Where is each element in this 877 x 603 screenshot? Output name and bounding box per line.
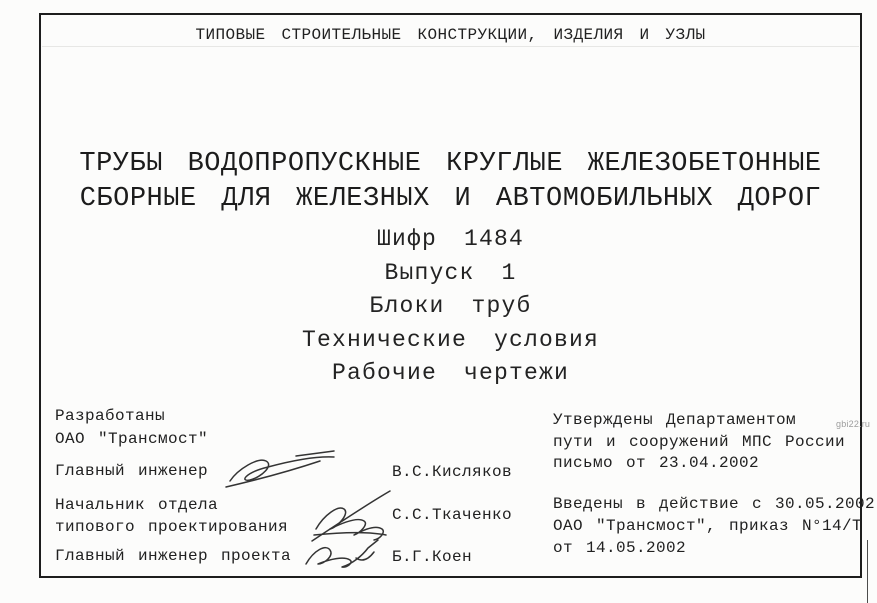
site-watermark: gbi22.ru [836, 419, 871, 429]
header-separator-rule [42, 46, 859, 47]
chief-engineer-role: Главный инженер [55, 462, 209, 480]
chief-engineer-name: В.С.Кисляков [392, 463, 513, 481]
developed-by-label: Разработаны [55, 407, 166, 425]
enactment-line3: от 14.05.2002 [553, 539, 687, 557]
developer-name: ОАО "Трансмост" [55, 430, 209, 448]
working-drawings-line: Рабочие чертежи [331, 360, 570, 386]
dept-head-role-line1: Начальник отдела [55, 496, 219, 514]
series-header: ТИПОВЫЕ СТРОИТЕЛЬНЫЕ КОНСТРУКЦИИ, ИЗДЕЛИЯ И УЗЛЫ [195, 26, 706, 44]
project-engineer-name: Б.Г.Коен [392, 548, 473, 566]
signature-chief-engineer [222, 447, 340, 491]
technical-conditions-line: Технические условия [301, 326, 600, 353]
approval-line3: письмо от 23.04.2002 [553, 454, 760, 472]
issue-number: Выпуск 1 [384, 259, 517, 286]
enactment-line1: Введены в действие с 30.05.2002 [553, 495, 876, 513]
enactment-line2: ОАО "Трансмост", приказ N°14/Т [553, 517, 863, 535]
scan-page-edge-line [867, 540, 868, 603]
subject-line: Блоки труб [369, 293, 532, 319]
cipher-number: Шифр 1484 [376, 226, 525, 252]
approval-line2: пути и сооружений МПС России [553, 433, 846, 451]
signature-project-engineer [300, 536, 382, 572]
dept-head-name: С.С.Ткаченко [392, 506, 513, 524]
dept-head-role-line2: типового проектирования [55, 518, 289, 536]
approval-line1: Утверждены Департаментом [553, 411, 797, 429]
document-title-line2: СБОРНЫЕ ДЛЯ ЖЕЛЕЗНЫХ И АВТОМОБИЛЬНЫХ ДОРОГ [79, 184, 822, 214]
project-engineer-role: Главный инженер проекта [55, 547, 292, 565]
subtitle-block [39, 223, 862, 391]
document-title-line1: ТРУБЫ ВОДОПРОПУСКНЫЕ КРУГЛЫЕ ЖЕЛЕЗОБЕТОННЫЕ [79, 149, 822, 179]
